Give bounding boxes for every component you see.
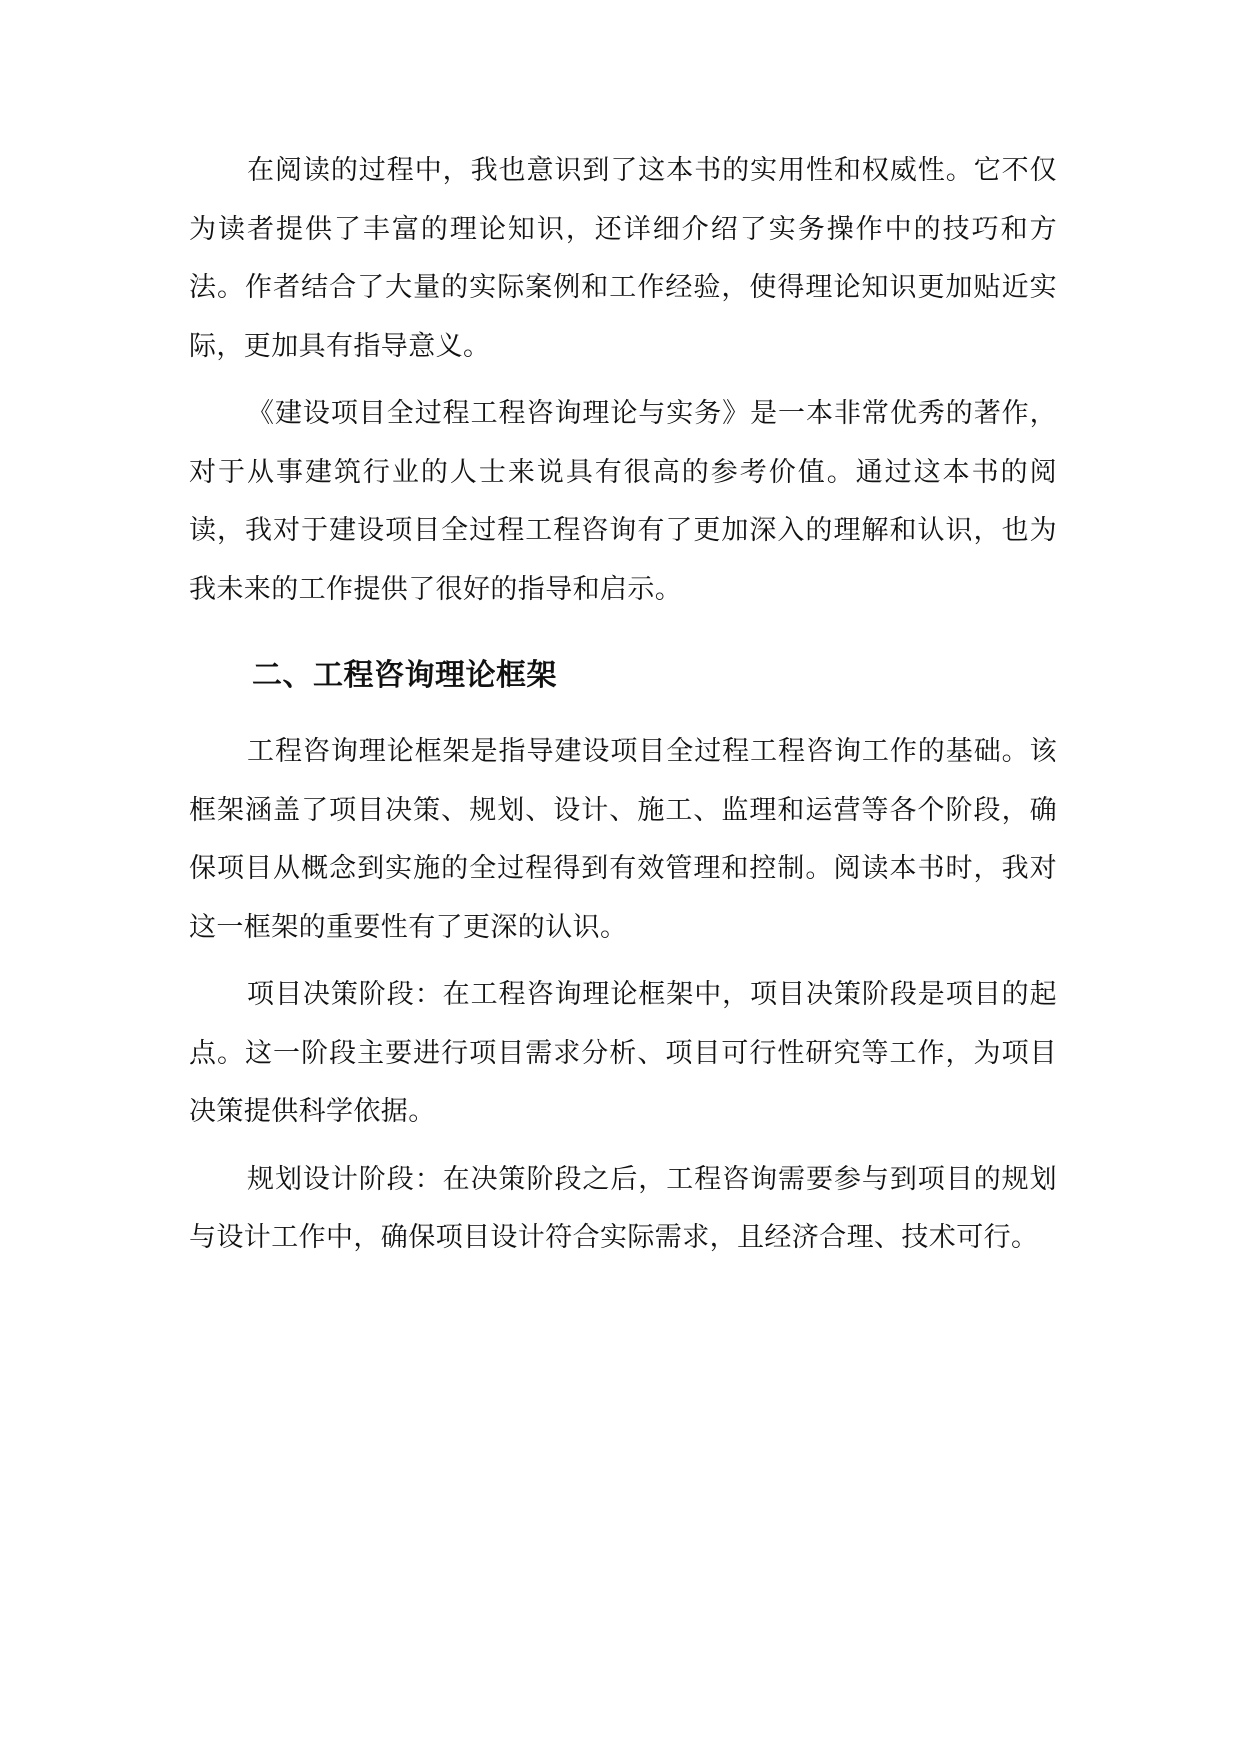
paragraph-decision-stage: 项目决策阶段：在工程咨询理论框架中，项目决策阶段是项目的起点。这一阶段主要进行项目需求分析、项目可行性研究等工作，为项目决策提供科学依据。: [189, 979, 1057, 1127]
paragraph-book-evaluation: 《建设项目全过程工程咨询理论与实务》是一本非常优秀的著作，对于从事建筑行业的人士来说具有很高的参考价值。通过这本书的阅读，我对于建设项目全过程工程咨询有了更加深入的理解和认识，也为我未来的工作提供了很好的指导和启示。: [189, 398, 1057, 605]
document-body: [189, 142, 1057, 1277]
section-heading: 二、工程咨询理论框架: [252, 658, 557, 693]
paragraph-planning-design-stage: 规划设计阶段：在决策阶段之后，工程咨询需要参与到项目的规划与设计工作中，确保项目设计符合实际需求，且经济合理、技术可行。: [189, 1163, 1057, 1253]
paragraph-framework-intro: 工程咨询理论框架是指导建设项目全过程工程咨询工作的基础。该框架涵盖了项目决策、规划、设计、施工、监理和运营等各个阶段，确保项目从概念到实施的全过程得到有效管理和控制。阅读本书时，我对这一框架的重要性有了更深的认识。: [189, 736, 1057, 943]
paragraph-practicality: 在阅读的过程中，我也意识到了这本书的实用性和权威性。它不仅为读者提供了丰富的理论知识，还详细介绍了实务操作中的技巧和方法。作者结合了大量的实际案例和工作经验，使得理论知识更加贴近实际，更加具有指导意义。: [189, 155, 1057, 362]
